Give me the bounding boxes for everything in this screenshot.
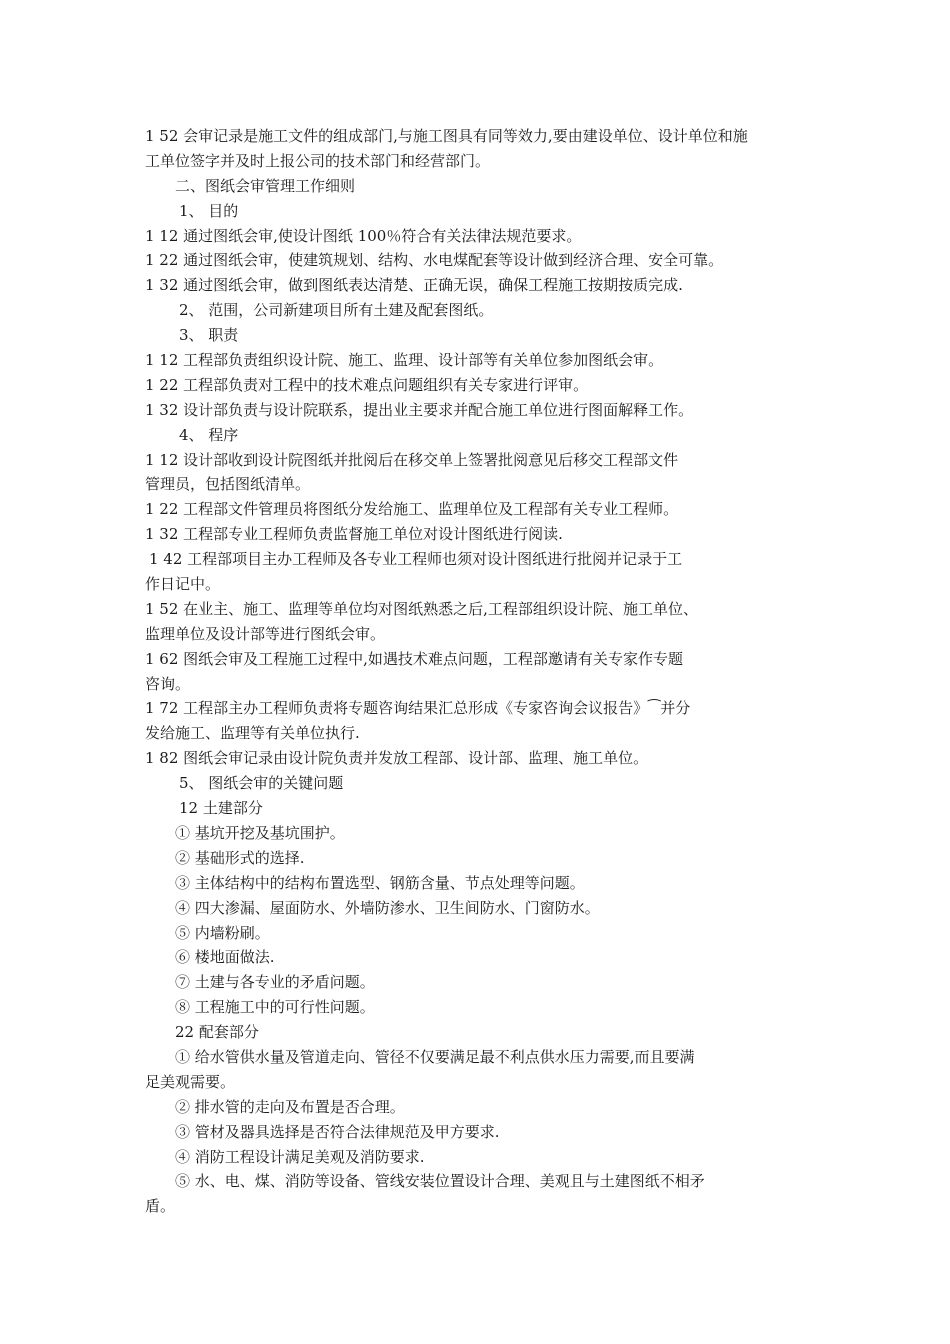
text-line: 3、 职责: [179, 326, 239, 345]
text-line: ③ 主体结构中的结构布置选型、钢筋含量、节点处理等问题。: [175, 873, 585, 892]
text-line: 5、 图纸会审的关键问题: [179, 774, 344, 793]
text-line: 1 32 工程部专业工程师负责监督施工单位对设计图纸进行阅读.: [145, 525, 563, 544]
text-line: 1 22 工程部文件管理员将图纸分发给施工、监理单位及工程部有关专业工程师。: [145, 500, 679, 519]
text-line: 作日记中。: [145, 575, 221, 594]
text-line: ③ 管材及器具选择是否符合法律规范及甲方要求.: [175, 1122, 500, 1141]
text-line: 1 12 设计部收到设计院图纸并批阅后在移交单上签署批阅意见后移交工程部文件: [145, 450, 679, 469]
text-line: 1 22 通过图纸会审，使建筑规划、结构、水电煤配套等设计做到经济合理、安全可靠。: [145, 251, 724, 270]
text-line: 盾。: [145, 1197, 176, 1216]
text-line: 1、 目的: [179, 201, 239, 220]
text-line: 咨询。: [145, 674, 191, 693]
text-line: 1 32 设计部负责与设计院联系，提出业主要求并配合施工单位进行图面解释工作。: [145, 400, 694, 419]
text-line: ④ 四大渗漏、屋面防水、外墙防渗水、卫生间防水、门窗防水。: [175, 898, 600, 917]
text-line: 1 52 会审记录是施工文件的组成部门,与施工图具有同等效力,要由建设单位、设计单位和施: [145, 127, 748, 145]
text-line: ⑤ 内墙粉刷。: [175, 923, 270, 942]
text-line: 12 土建部分: [179, 799, 263, 818]
text-line: 2、 范围，公司新建项目所有土建及配套图纸。: [179, 301, 494, 320]
text-line: 1 22 工程部负责对工程中的技术难点问题组织有关专家进行评审。: [145, 375, 589, 394]
text-line: 足美观需要。: [145, 1072, 236, 1091]
text-line: 1 72 工程部主办工程师负责将专题咨询结果汇总形成《专家咨询会议报告》⁀并分: [145, 699, 691, 718]
text-line: 工单位签字并及时上报公司的技术部门和经营部门。: [145, 151, 491, 170]
text-line: 4、 程序: [179, 425, 239, 444]
text-line: ⑥ 楼地面做法.: [175, 948, 275, 967]
text-line: ① 基坑开挖及基坑围护。: [175, 823, 345, 842]
text-line: ⑤ 水、电、煤、消防等设备、管线安装位置设计合理、美观且与土建图纸不相矛: [175, 1172, 705, 1191]
text-line: 监理单位及设计部等进行图纸会审。: [145, 624, 386, 643]
text-line: 二、图纸会审管理工作细则: [175, 176, 356, 195]
text-line: 1 12 通过图纸会审,使设计图纸 100％符合有关法律法规范要求。: [145, 226, 582, 245]
text-line: ② 排水管的走向及布置是否合理。: [175, 1097, 405, 1116]
text-line: 1 62 图纸会审及工程施工过程中,如遇技术难点问题，工程部邀请有关专家作专题: [145, 649, 683, 668]
text-line: 22 配套部分: [175, 1023, 259, 1042]
text-line: ⑦ 土建与各专业的矛盾问题。: [175, 973, 375, 992]
text-line: 1 82 图纸会审记录由设计院负责并发放工程部、设计部、监理、施工单位。: [145, 749, 649, 768]
text-line: ④ 消防工程设计满足美观及消防要求.: [175, 1147, 425, 1166]
text-line: 1 32 通过图纸会审，做到图纸表达清楚、正确无误，确保工程施工按期按质完成.: [145, 276, 683, 295]
text-line: 1 52 在业主、施工、监理等单位均对图纸熟悉之后,工程部组织设计院、施工单位、: [145, 599, 698, 618]
text-line: ② 基础形式的选择.: [175, 848, 305, 867]
text-line: ⑧ 工程施工中的可行性问题。: [175, 998, 375, 1017]
text-line: 管理员，包括图纸清单。: [145, 475, 311, 494]
text-line: 1 42 工程部项目主办工程师及各专业工程师也须对设计图纸进行批阅并记录于工: [149, 550, 683, 569]
text-line: ① 给水管供水量及管道走向、管径不仅要满足最不利点供水压力需要,而且要满: [175, 1047, 695, 1066]
document-body: [145, 124, 825, 1219]
text-line: 发给施工、监理等有关单位执行.: [145, 724, 360, 743]
text-line: 1 12 工程部负责组织设计院、施工、监理、设计部等有关单位参加图纸会审。: [145, 351, 664, 370]
